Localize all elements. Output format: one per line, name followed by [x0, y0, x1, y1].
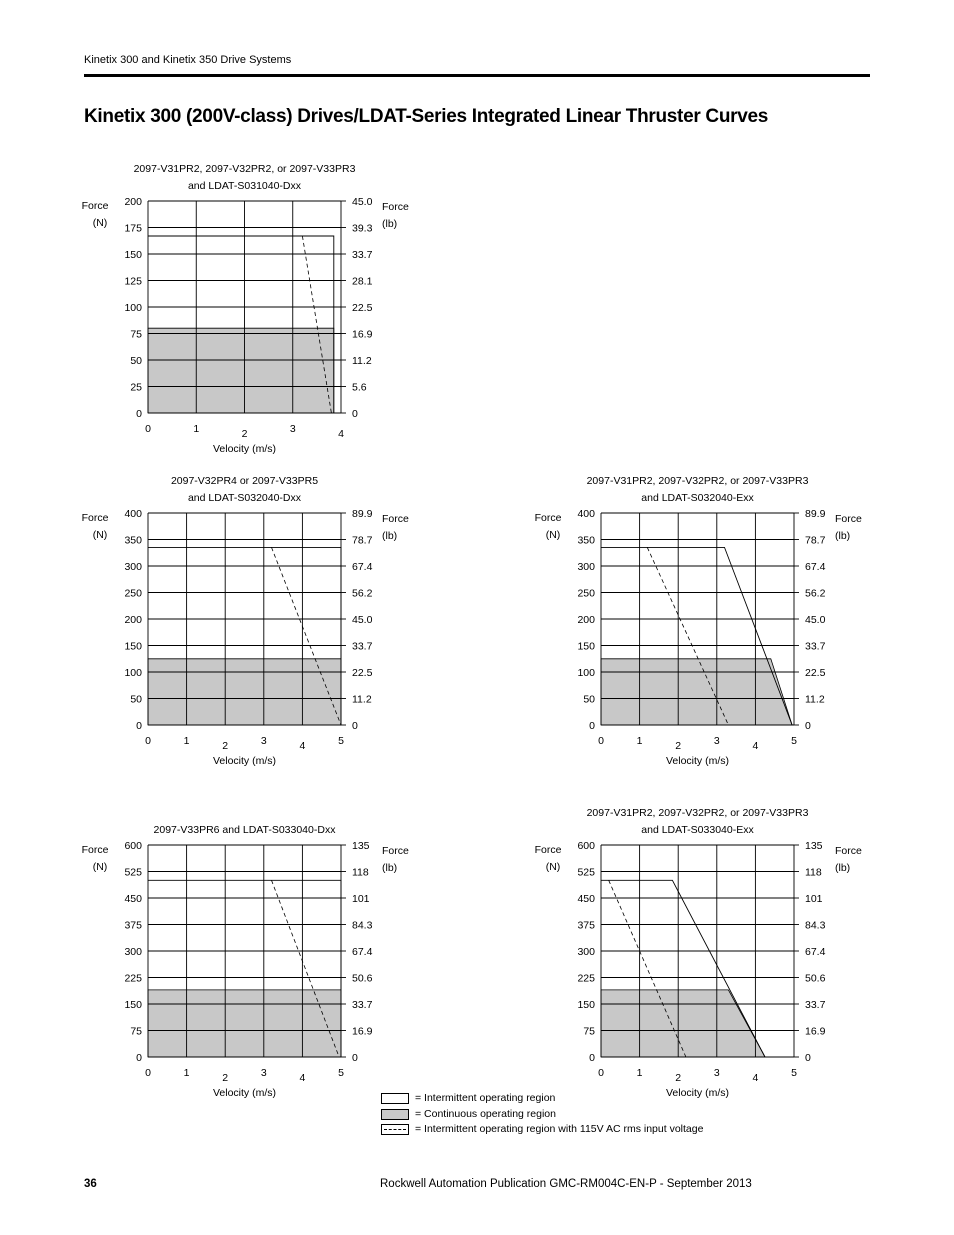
y-tick-label-left: 300 [124, 946, 142, 958]
x-tick-label: 3 [713, 735, 720, 747]
continuous-region [601, 659, 792, 725]
y-tick-label-right: 11.2 [352, 355, 372, 367]
y-tick-label-right: 0 [352, 1052, 358, 1064]
chart-title-line: and LDAT-S033040-Exx [641, 824, 754, 836]
y-tick-label-right: 33.7 [805, 999, 826, 1011]
y-tick-label-right: 16.9 [352, 1025, 373, 1038]
y-tick-label-left: 250 [124, 587, 142, 600]
y-tick-label-right: 16.9 [352, 328, 373, 341]
y-tick-label-left: 250 [577, 587, 595, 600]
y-tick-label-left: 150 [124, 999, 142, 1011]
y-tick-label-right: 50.6 [352, 972, 373, 985]
y-tick-label-right: 33.7 [352, 249, 373, 261]
legend-label: = Continuous operating region [415, 1107, 556, 1120]
y-tick-label-left: 350 [124, 534, 142, 547]
y-tick-label-right: 11.2 [352, 693, 372, 706]
y-tick-label-left: 200 [124, 196, 142, 208]
y-tick-label-left: 300 [577, 561, 595, 573]
x-tick-label: 2 [675, 740, 682, 752]
chart-ldat-s033040-e [523, 804, 883, 1104]
y-tick-label-left: 125 [124, 275, 142, 288]
x-tick-label: 3 [260, 735, 267, 747]
y-tick-label-left: 0 [136, 720, 142, 732]
y-tick-label-left: 350 [577, 534, 595, 547]
x-tick-label: 4 [752, 1072, 759, 1084]
y-axis-label-left-unit: (N) [92, 217, 108, 229]
y-tick-label-left: 400 [577, 508, 595, 520]
y-tick-label-right: 78.7 [805, 534, 826, 547]
x-tick-label: 5 [338, 735, 344, 747]
y-axis-label-left-unit: (N) [545, 529, 561, 541]
y-axis-label-right: Force [835, 845, 862, 857]
legend-label: = Intermittent operating region [415, 1092, 556, 1104]
y-tick-label-right: 78.7 [352, 534, 373, 547]
y-tick-label-right: 101 [352, 893, 370, 905]
y-axis-label-left-unit: (N) [545, 861, 561, 873]
y-axis-label-right-unit: (lb) [835, 862, 851, 874]
y-tick-label-left: 150 [124, 640, 142, 653]
y-tick-label-right: 45.0 [352, 614, 373, 626]
y-axis-label-right: Force [835, 513, 862, 525]
chart-ldat-s032040-e [523, 472, 883, 772]
legend-swatch-white [381, 1093, 409, 1104]
x-tick-label: 3 [289, 423, 296, 435]
y-tick-label-left: 300 [124, 561, 142, 573]
x-tick-label: 3 [260, 1067, 267, 1079]
continuous-region [148, 990, 341, 1057]
y-axis-label-left: Force [81, 200, 109, 212]
publication-info: Rockwell Automation Publication GMC-RM004C-EN-P - September 2013 [380, 1178, 752, 1190]
y-axis-label-right-unit: (lb) [382, 862, 398, 874]
y-tick-label-right: 33.7 [352, 999, 373, 1011]
y-tick-label-right: 22.5 [805, 667, 826, 679]
y-axis-label-left: Force [534, 512, 562, 524]
x-tick-label: 2 [675, 1072, 682, 1084]
y-tick-label-right: 39.3 [352, 222, 373, 235]
y-tick-label-right: 67.4 [352, 561, 373, 573]
y-tick-label-right: 28.1 [352, 275, 373, 288]
y-tick-label-left: 50 [130, 355, 142, 367]
y-tick-label-left: 200 [124, 614, 142, 626]
y-axis-label-right-unit: (lb) [382, 530, 398, 542]
y-tick-label-left: 0 [589, 1052, 595, 1064]
y-tick-label-left: 0 [589, 720, 595, 732]
x-tick-label: 2 [222, 1072, 229, 1084]
legend-label: = Intermittent operating region with 115V AC rms input voltage [415, 1123, 704, 1135]
y-tick-label-left: 300 [577, 946, 595, 958]
y-tick-label-left: 100 [124, 302, 142, 314]
y-tick-label-right: 0 [352, 408, 358, 420]
y-tick-label-left: 200 [577, 614, 595, 626]
y-tick-label-right: 22.5 [352, 302, 373, 314]
y-axis-label-right: Force [382, 845, 409, 857]
y-tick-label-left: 100 [577, 667, 595, 679]
y-tick-label-right: 5.6 [352, 381, 367, 394]
x-tick-label: 1 [183, 1067, 190, 1079]
y-tick-label-right: 89.9 [352, 508, 373, 520]
x-tick-label: 2 [241, 428, 248, 440]
y-tick-label-left: 100 [124, 667, 142, 679]
y-tick-label-right: 33.7 [352, 640, 373, 653]
y-tick-label-right: 45.0 [352, 196, 373, 208]
y-axis-label-left-unit: (N) [92, 861, 108, 873]
chart-title-line: 2097-V31PR2, 2097-V32PR2, or 2097-V33PR3 [133, 163, 356, 175]
y-tick-label-right: 84.3 [352, 919, 373, 932]
y-tick-label-left: 450 [124, 893, 142, 905]
x-tick-label: 4 [338, 428, 344, 440]
x-tick-label: 3 [713, 1067, 720, 1079]
y-tick-label-left: 225 [124, 972, 142, 985]
y-tick-label-right: 118 [352, 866, 369, 879]
continuous-region [148, 659, 341, 725]
x-tick-label: 0 [598, 735, 604, 747]
y-tick-label-right: 67.4 [805, 946, 826, 958]
x-tick-label: 5 [791, 735, 797, 747]
x-tick-label: 1 [636, 1067, 643, 1079]
y-tick-label-left: 450 [577, 893, 595, 905]
y-tick-label-right: 101 [805, 893, 823, 905]
x-axis-label: Velocity (m/s) [212, 755, 277, 767]
y-tick-label-right: 89.9 [805, 508, 826, 520]
y-tick-label-left: 150 [577, 640, 595, 653]
x-axis-label: Velocity (m/s) [212, 1087, 277, 1099]
chart-title-line: and LDAT-S032040-Dxx [187, 492, 302, 504]
x-tick-label: 1 [636, 735, 643, 747]
chart-title-line: 2097-V32PR4 or 2097-V33PR5 [170, 475, 319, 487]
y-axis-label-left: Force [81, 512, 109, 524]
y-tick-label-left: 400 [124, 508, 142, 520]
x-tick-label: 4 [299, 740, 306, 752]
legend-swatch-gray [381, 1109, 409, 1120]
x-tick-label: 4 [752, 740, 759, 752]
y-tick-label-right: 0 [805, 1052, 811, 1064]
x-tick-label: 2 [222, 740, 229, 752]
y-tick-label-right: 0 [805, 720, 811, 732]
chart-ldat-s032040-d [70, 472, 430, 772]
continuous-region [148, 328, 334, 413]
x-axis-label: Velocity (m/s) [665, 1087, 730, 1099]
y-tick-label-left: 75 [583, 1025, 595, 1038]
y-tick-label-right: 67.4 [352, 946, 373, 958]
chart-ldat-s031040-d [70, 160, 430, 460]
x-axis-label: Velocity (m/s) [212, 443, 277, 455]
x-axis-label: Velocity (m/s) [665, 755, 730, 767]
y-tick-label-right: 118 [805, 866, 822, 879]
x-tick-label: 5 [338, 1067, 344, 1079]
y-tick-label-left: 175 [124, 222, 142, 235]
y-tick-label-left: 0 [136, 1052, 142, 1064]
legend-swatch-dashed [381, 1124, 409, 1135]
chart-title-line: 2097-V33PR6 and LDAT-S033040-Dxx [153, 824, 336, 836]
y-axis-label-right: Force [382, 513, 409, 525]
y-axis-label-right: Force [382, 201, 409, 213]
y-tick-label-left: 0 [136, 408, 142, 420]
y-axis-label-left: Force [81, 844, 109, 856]
y-tick-label-left: 600 [577, 840, 595, 852]
y-tick-label-right: 16.9 [805, 1025, 826, 1038]
x-tick-label: 0 [145, 423, 151, 435]
chart-title-line: 2097-V31PR2, 2097-V32PR2, or 2097-V33PR3 [586, 807, 809, 819]
y-tick-label-right: 56.2 [805, 587, 826, 600]
y-tick-label-right: 45.0 [805, 614, 826, 626]
chart-title-line: 2097-V31PR2, 2097-V32PR2, or 2097-V33PR3 [586, 475, 809, 487]
y-tick-label-right: 33.7 [805, 640, 826, 653]
y-tick-label-left: 150 [124, 249, 142, 261]
x-tick-label: 0 [145, 735, 151, 747]
y-tick-label-left: 50 [583, 693, 595, 706]
y-tick-label-right: 135 [805, 840, 823, 852]
y-tick-label-left: 375 [124, 919, 142, 932]
x-tick-label: 0 [598, 1067, 604, 1079]
y-tick-label-left: 525 [577, 866, 595, 879]
y-tick-label-left: 525 [124, 866, 142, 879]
x-tick-label: 1 [193, 423, 200, 435]
page-number: 36 [84, 1178, 97, 1190]
continuous-region [601, 990, 765, 1057]
y-tick-label-right: 67.4 [805, 561, 826, 573]
y-tick-label-right: 22.5 [352, 667, 373, 679]
y-tick-label-left: 75 [130, 1025, 142, 1038]
y-tick-label-left: 50 [130, 693, 142, 706]
x-tick-label: 0 [145, 1067, 151, 1079]
y-axis-label-right-unit: (lb) [382, 218, 398, 230]
y-tick-label-left: 75 [130, 328, 142, 341]
y-tick-label-right: 50.6 [805, 972, 826, 985]
y-tick-label-right: 11.2 [805, 693, 825, 706]
header-rule [84, 74, 870, 77]
y-axis-label-left: Force [534, 844, 562, 856]
chart-title-line: and LDAT-S032040-Exx [641, 492, 754, 504]
chart-title-line: and LDAT-S031040-Dxx [187, 180, 302, 192]
y-tick-label-right: 84.3 [805, 919, 826, 932]
y-tick-label-left: 375 [577, 919, 595, 932]
page-title: Kinetix 300 (200V-class) Drives/LDAT-Series Integrated Linear Thruster Curves [84, 106, 769, 127]
running-head: Kinetix 300 and Kinetix 350 Drive Systems [84, 54, 292, 66]
x-tick-label: 4 [299, 1072, 306, 1084]
y-tick-label-left: 150 [577, 999, 595, 1011]
y-tick-label-left: 25 [130, 381, 142, 394]
y-axis-label-left-unit: (N) [92, 529, 108, 541]
chart-ldat-s033040-d [70, 804, 430, 1099]
y-tick-label-right: 0 [352, 720, 358, 732]
x-tick-label: 5 [791, 1067, 797, 1079]
y-tick-label-right: 56.2 [352, 587, 373, 600]
y-tick-label-left: 600 [124, 840, 142, 852]
y-tick-label-right: 135 [352, 840, 370, 852]
y-tick-label-left: 225 [577, 972, 595, 985]
y-axis-label-right-unit: (lb) [835, 530, 851, 542]
x-tick-label: 1 [183, 735, 190, 747]
